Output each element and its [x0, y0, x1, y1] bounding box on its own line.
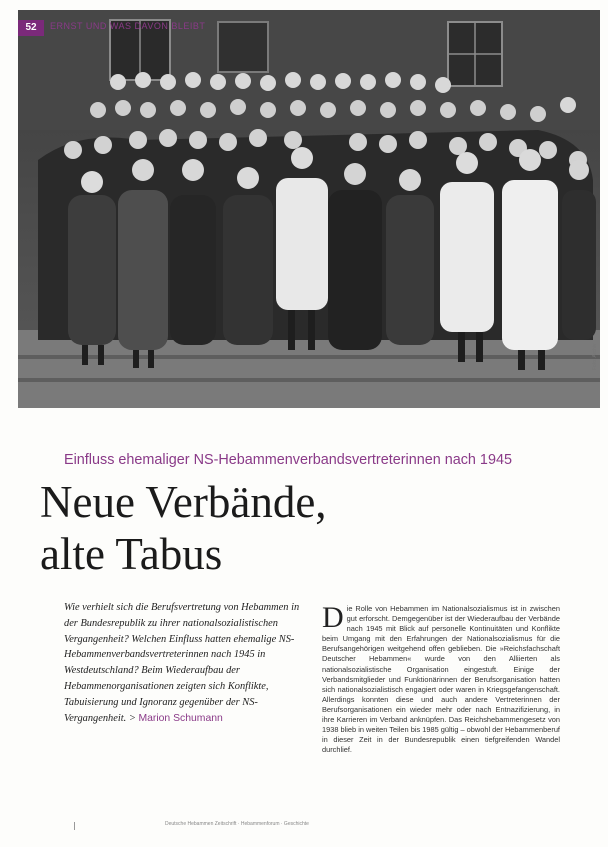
article-body	[322, 601, 560, 755]
article-headline	[40, 476, 520, 580]
page-number: 52	[18, 20, 44, 36]
article-kicker: Einfluss ehemaliger NS-Hebammenverbandsvertreterinnen nach 1945	[64, 452, 512, 468]
section-label: ERNST UND WAS DAVON BLEIBT	[50, 21, 206, 31]
drop-cap: D	[322, 601, 344, 634]
author-name: Marion Schumann	[138, 712, 223, 724]
headline-line-1: Neue Verbände,	[40, 477, 327, 527]
photo-illustration	[18, 10, 600, 408]
article-lead	[64, 600, 302, 726]
headline-line-2: alte Tabus	[40, 529, 223, 579]
lead-text: Wie verhielt sich die Berufsvertretung von Hebammen in der Bundesrepublik zu ihrer nationalsozialistischen Vergangenheit? Welchen Einfluss hatten ehemalige NS-Hebammenverbandsvertreterinnen nach 1945 in Westdeutschland? Beim Wiederaufbau der Hebammenorganisationen zeigten sich Konflikte, Tabuisierung und Ignoranz gegenüber der NS-Vergangenheit. >	[64, 602, 300, 724]
body-paragraph: ie Rolle von Hebammen im Nationalsozialismus ist in zwischen gut erforscht. Demgegenüber ist der Wiederaufbau der Verbände nach 1945 mit Blick auf personelle Kontinuitäten und Konflikte beim Umgang mit den Erfahrungen der Nationalsozialismus für die Berufsangehörigen weitgehend offen geblieben. Die »Reichsfachschaft Deutscher Hebammen« wurde von den Alliierten als nationalsozialistische Organisation eingestuft. Einige der Verbandsmitglieder und Funktionärinnen der Berufsorganisation hatten sich nationalsozialistisch engagiert oder waren in Kriegsgefangenschaft. Allerdings konnten diese und auch andere Vertreterinnen der Berufsorganisationen ein wieder mehr oder nach Entnazifizierung, in ihre Karrieren im Verband anknüpfen. Das Reichshebammengesetz von 1938 blieb in weiten Teilen bis 1985 gültig – obwohl der Hebammenberuf in dieser Zeit in der Bundesrepublik einen tiefgreifenden Wandel durchlief.	[322, 604, 560, 755]
photo-credit: Foto: Archiv	[592, 343, 598, 370]
footer-divider	[74, 822, 75, 830]
page-footer: Deutsche Hebammen Zeitschrift · Hebammenforum · Geschichte	[165, 821, 309, 827]
historical-group-photo	[18, 10, 600, 408]
